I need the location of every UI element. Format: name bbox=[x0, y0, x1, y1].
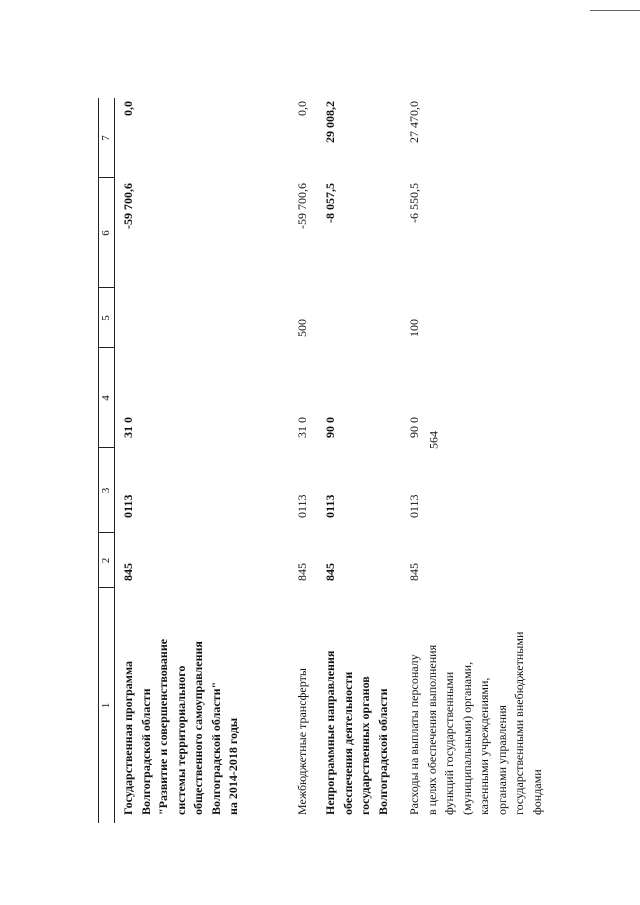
cell-col4: 31 0 bbox=[295, 417, 309, 438]
row-name-line: обеспечения деятельности bbox=[340, 671, 355, 815]
row-name bbox=[322, 651, 392, 815]
cell-col5: 100 bbox=[407, 319, 421, 337]
cell-col5: 500 bbox=[295, 319, 309, 337]
header-bottom-border bbox=[114, 98, 115, 823]
column-header: 3 bbox=[100, 487, 112, 494]
row-name bbox=[406, 632, 546, 815]
row-name-line: Межбюджетные трансферты bbox=[295, 668, 309, 815]
row-name-line: (муниципальными) органами, bbox=[459, 661, 474, 815]
scan-edge-mark bbox=[590, 10, 640, 11]
budget-table bbox=[98, 98, 618, 823]
column-header: 4 bbox=[100, 395, 112, 401]
row-name bbox=[120, 639, 243, 815]
row-name-line: системы территориального bbox=[173, 665, 188, 815]
row-name-line: фондами bbox=[529, 769, 544, 815]
row-name-line: казенными учреждениями, bbox=[477, 677, 491, 815]
cell-col4: 31 0 bbox=[121, 417, 135, 438]
cell-col4: 90 0 bbox=[407, 417, 421, 438]
cell-col7: 29 008,2 bbox=[323, 101, 337, 143]
cell-col6: -59 700,6 bbox=[295, 183, 309, 229]
cell-col6: -6 550,5 bbox=[407, 183, 421, 223]
row-name-line: на 2014-2018 годы bbox=[226, 717, 240, 815]
row-name bbox=[294, 668, 312, 815]
cell-col2: 845 bbox=[323, 563, 337, 581]
row-name-line: Расходы на выплаты персоналу bbox=[407, 654, 421, 815]
row-name-line: функций государственными bbox=[442, 671, 456, 815]
cell-col6: -8 057,5 bbox=[323, 183, 337, 223]
cell-col3: 0113 bbox=[323, 494, 337, 518]
cell-col2: 845 bbox=[121, 563, 135, 581]
cell-col7: 0,0 bbox=[295, 101, 309, 116]
row-name-line: Волгоградской области bbox=[138, 688, 153, 815]
cell-col7: 0,0 bbox=[121, 101, 135, 116]
column-header: 6 bbox=[100, 230, 112, 236]
cell-col6: -59 700,6 bbox=[121, 183, 135, 229]
column-header: 1 bbox=[100, 702, 112, 709]
row-name-line: Непрограммные направления bbox=[323, 650, 337, 815]
row-name-line: "Развитие и совершенствование bbox=[156, 638, 170, 815]
row-name-line: органами управления bbox=[494, 705, 509, 815]
cell-col7: 27 470,0 bbox=[407, 101, 421, 143]
row-name-line: государственных органов bbox=[358, 676, 372, 815]
column-header: 2 bbox=[100, 557, 112, 564]
cell-col3: 0113 bbox=[295, 494, 309, 518]
row-name-line: Государственная программа bbox=[121, 660, 135, 815]
cell-col4: 90 0 bbox=[323, 417, 337, 438]
cell-col2: 845 bbox=[295, 563, 309, 581]
row-name-line: государственными внебюджетными bbox=[512, 631, 526, 815]
cell-col3: 0113 bbox=[121, 494, 135, 518]
row-name-line: Волгоградской области" bbox=[208, 681, 223, 815]
row-name-line: в целях обеспечения выполнения bbox=[424, 644, 439, 815]
cell-col2: 845 bbox=[407, 563, 421, 581]
cell-col3: 0113 bbox=[407, 494, 421, 518]
column-header: 5 bbox=[100, 315, 112, 321]
row-name-line: Волгоградской области bbox=[375, 688, 390, 815]
row-name-line: общественного самоуправления bbox=[191, 641, 205, 815]
column-header: 7 bbox=[100, 135, 112, 141]
page-number: 564 bbox=[426, 431, 441, 449]
